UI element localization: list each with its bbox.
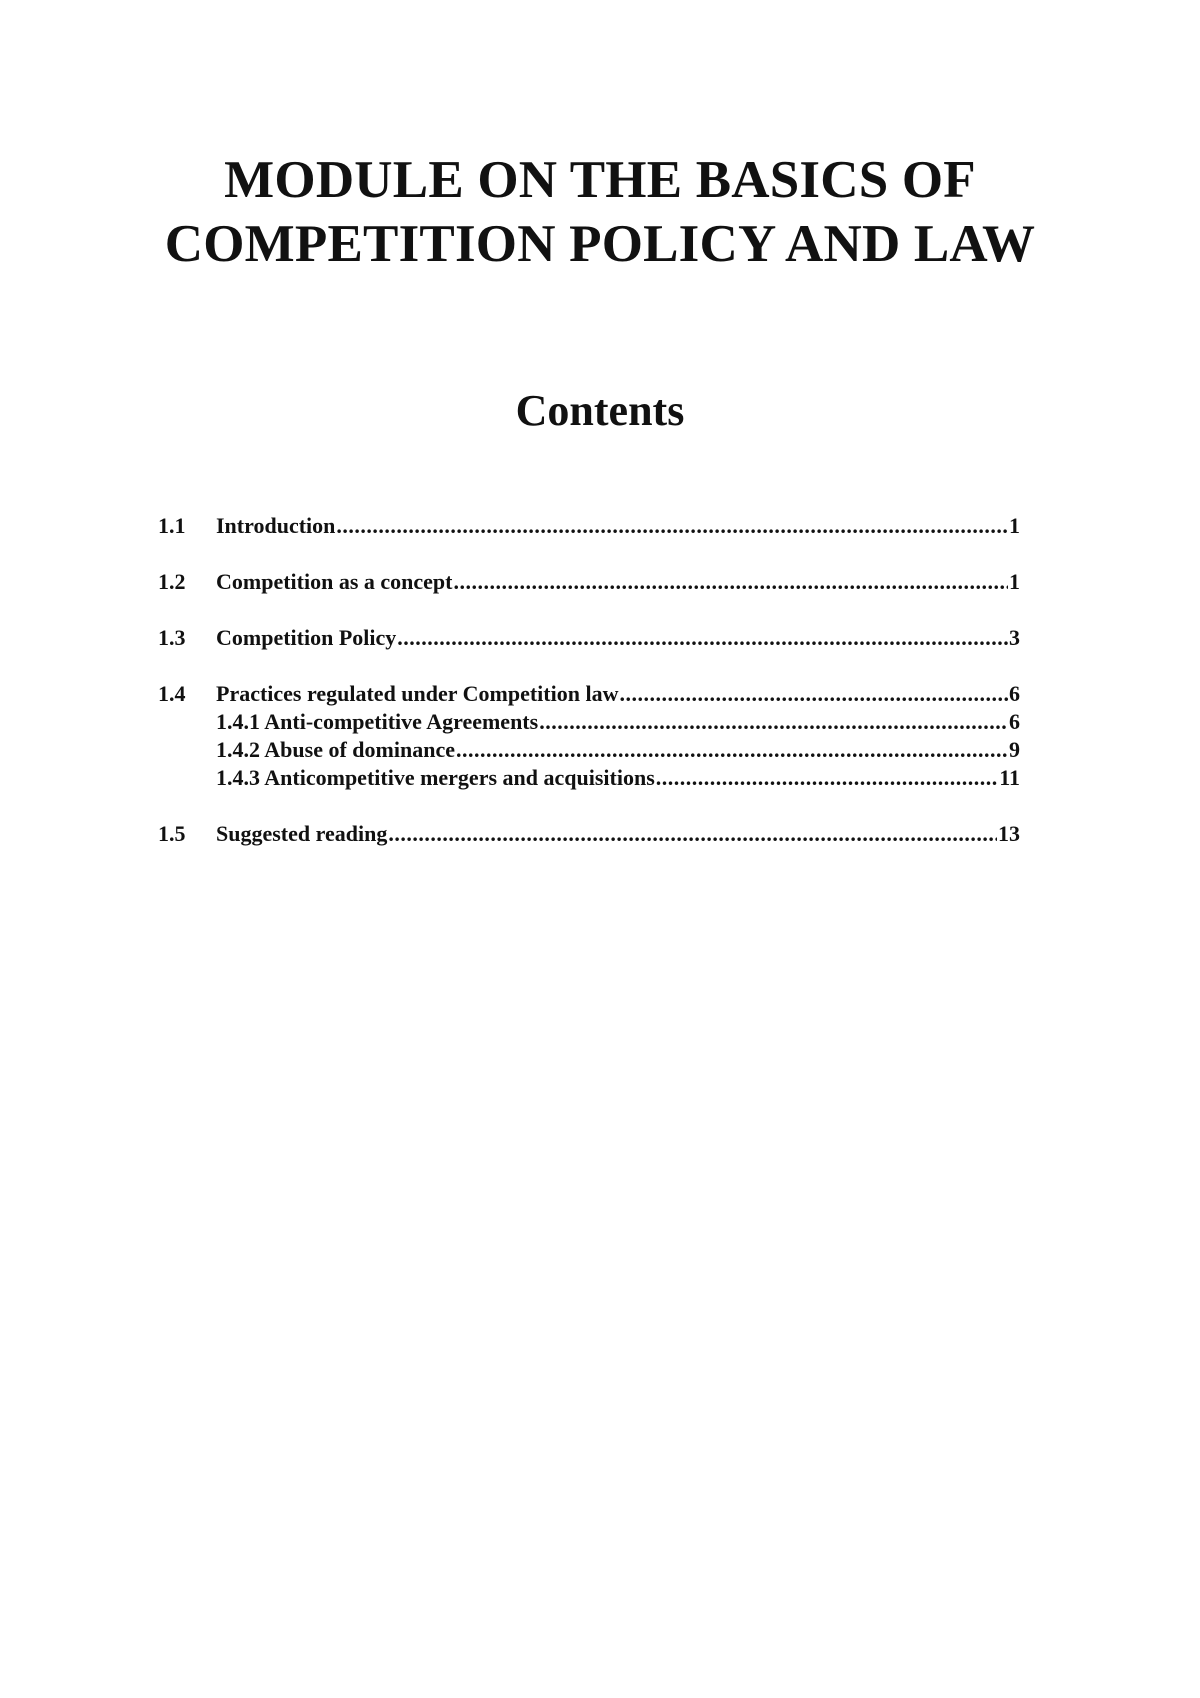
toc-entry-label: 1.4.1 Anti-competitive Agreements <box>216 709 539 734</box>
toc-dot-leader <box>453 568 1008 596</box>
toc-entry-page: 9 <box>1009 737 1020 762</box>
toc-entry-label: Competition as a concept <box>216 569 453 594</box>
toc-dot-leader <box>388 820 997 848</box>
toc-entry-label: Practices regulated under Competition law <box>216 681 619 706</box>
toc-entry-number: 1.3 <box>158 625 186 650</box>
toc-entry-competition-policy[interactable] <box>158 624 1020 652</box>
toc-entry-page: 6 <box>1009 709 1020 734</box>
toc-entry-page: 3 <box>1009 625 1020 650</box>
toc-entry-page: 13 <box>998 821 1020 846</box>
toc-subentry-anti-competitive-agreements[interactable] <box>158 708 1020 736</box>
toc-dot-leader <box>539 708 1008 736</box>
toc-entry-competition-concept[interactable] <box>158 568 1020 596</box>
toc-entry-number: 1.4 <box>158 681 186 706</box>
toc-dot-leader <box>656 764 998 792</box>
toc-entry-label: Suggested reading <box>216 821 388 846</box>
toc-dot-leader <box>619 680 1008 708</box>
toc-entry-number: 1.5 <box>158 821 186 846</box>
toc-entry-page: 1 <box>1009 569 1020 594</box>
toc-dot-leader <box>397 624 1008 652</box>
toc-subentry-abuse-of-dominance[interactable] <box>158 736 1020 764</box>
toc-entry-suggested-reading[interactable] <box>158 820 1020 848</box>
toc-entry-label: Competition Policy <box>216 625 397 650</box>
title-line-1: MODULE ON THE BASICS OF <box>224 151 976 209</box>
toc-entry-introduction[interactable] <box>158 512 1020 540</box>
toc-dot-leader <box>456 736 1008 764</box>
toc-dot-leader <box>336 512 1008 540</box>
toc-entry-page: 1 <box>1009 513 1020 538</box>
toc-entry-number: 1.1 <box>158 513 186 538</box>
table-of-contents <box>158 512 1020 876</box>
toc-entry-label: 1.4.2 Abuse of dominance <box>216 737 455 762</box>
toc-entry-number: 1.2 <box>158 569 186 594</box>
title-line-2: COMPETITION POLICY AND LAW <box>164 215 1036 273</box>
toc-entry-label: Introduction <box>216 513 336 538</box>
contents-heading: Contents <box>515 386 685 435</box>
toc-entry-page: 11 <box>999 765 1020 790</box>
toc-entry-label: 1.4.3 Anticompetitive mergers and acquisitions <box>216 765 655 790</box>
document-title <box>0 148 1200 276</box>
toc-entry-page: 6 <box>1009 681 1020 706</box>
toc-subentry-mergers-acquisitions[interactable] <box>158 764 1020 792</box>
toc-entry-practices-regulated[interactable] <box>158 680 1020 708</box>
